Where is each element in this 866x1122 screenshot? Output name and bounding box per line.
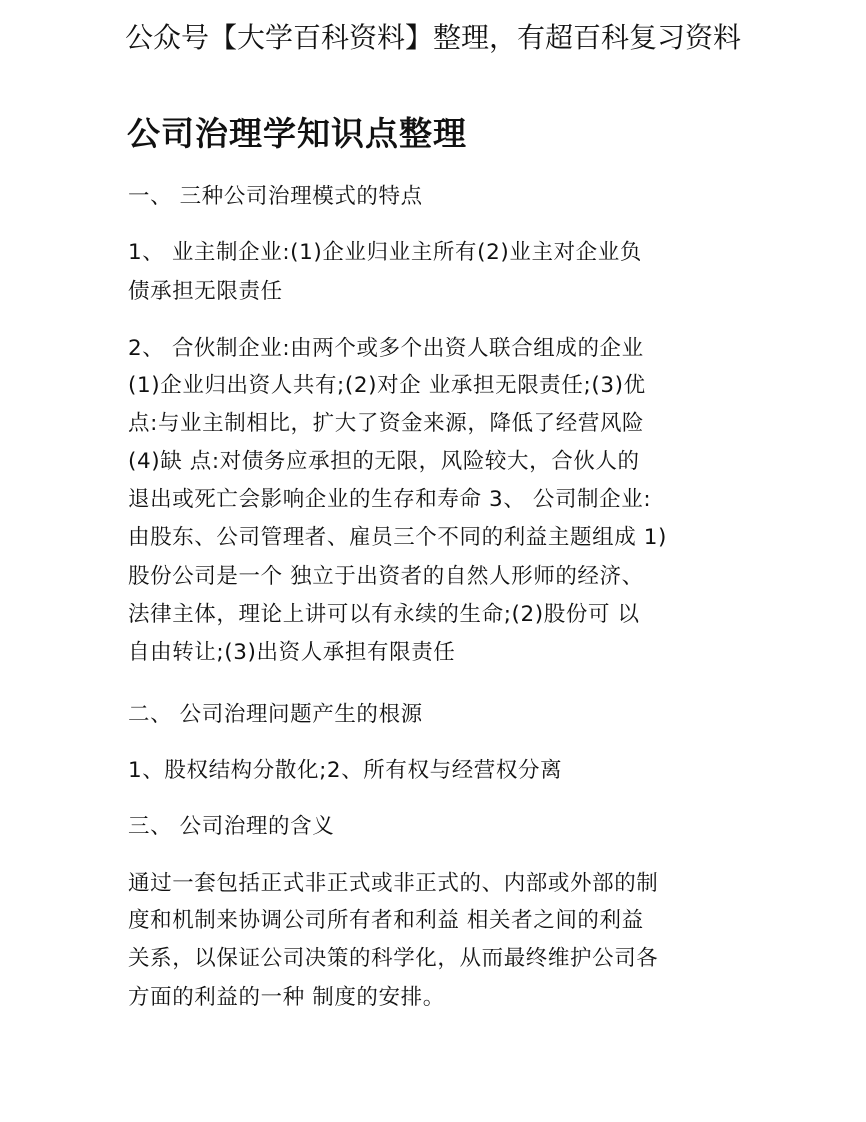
paragraph-line: 2、 合伙制企业:由两个或多个出资人联合组成的企业 (128, 336, 644, 361)
paragraph-line: (1)企业归出资人共有;(2)对企 业承担无限责任;(3)优 (128, 373, 646, 398)
section-heading-2: 二、 公司治理问题产生的根源 (128, 702, 423, 727)
section-heading-3: 三、 公司治理的含义 (128, 814, 335, 839)
paragraph-line: 法律主体，理论上讲可以有永续的生命;(2)股份可 以 (128, 602, 640, 627)
section-heading-1: 一、 三种公司治理模式的特点 (128, 184, 423, 209)
paragraph-line: 点:与业主制相比，扩大了资金来源，降低了经营风险 (128, 411, 645, 436)
paragraph-line: 通过一套包括正式非正式或非正式的、内部或外部的制 (128, 871, 659, 896)
paragraph-line: 关系，以保证公司决策的科学化，从而最终维护公司各 (128, 946, 659, 971)
paragraph-line: 由股东、公司管理者、雇员三个不同的利益主题组成 1) (128, 525, 668, 550)
paragraph-line: 自由转让;(3)出资人承担有限责任 (128, 640, 456, 665)
paragraph-line: 方面的利益的一种 制度的安排。 (128, 985, 445, 1010)
paragraph-line: 股份公司是一个 独立于出资者的自然人形师的经济、 (128, 564, 644, 589)
document-title: 公司治理学知识点整理 (127, 114, 467, 153)
page-header-banner: 公众号【大学百科资料】整理，有超百科复习资料 (124, 21, 741, 54)
paragraph-line: 度和机制来协调公司所有者和利益 相关者之间的利益 (128, 908, 644, 933)
paragraph-line: 1、 业主制企业:(1)企业归业主所有(2)业主对企业负 (128, 240, 642, 265)
paragraph-line: 债承担无限责任 (128, 279, 283, 304)
paragraph-line: (4)缺 点:对债务应承担的无限，风险较大，合伙人的 (128, 449, 640, 474)
paragraph-line: 退出或死亡会影响企业的生存和寿命 3、 公司制企业: (128, 487, 652, 512)
paragraph-line: 1、股权结构分散化;2、所有权与经营权分离 (128, 758, 563, 783)
